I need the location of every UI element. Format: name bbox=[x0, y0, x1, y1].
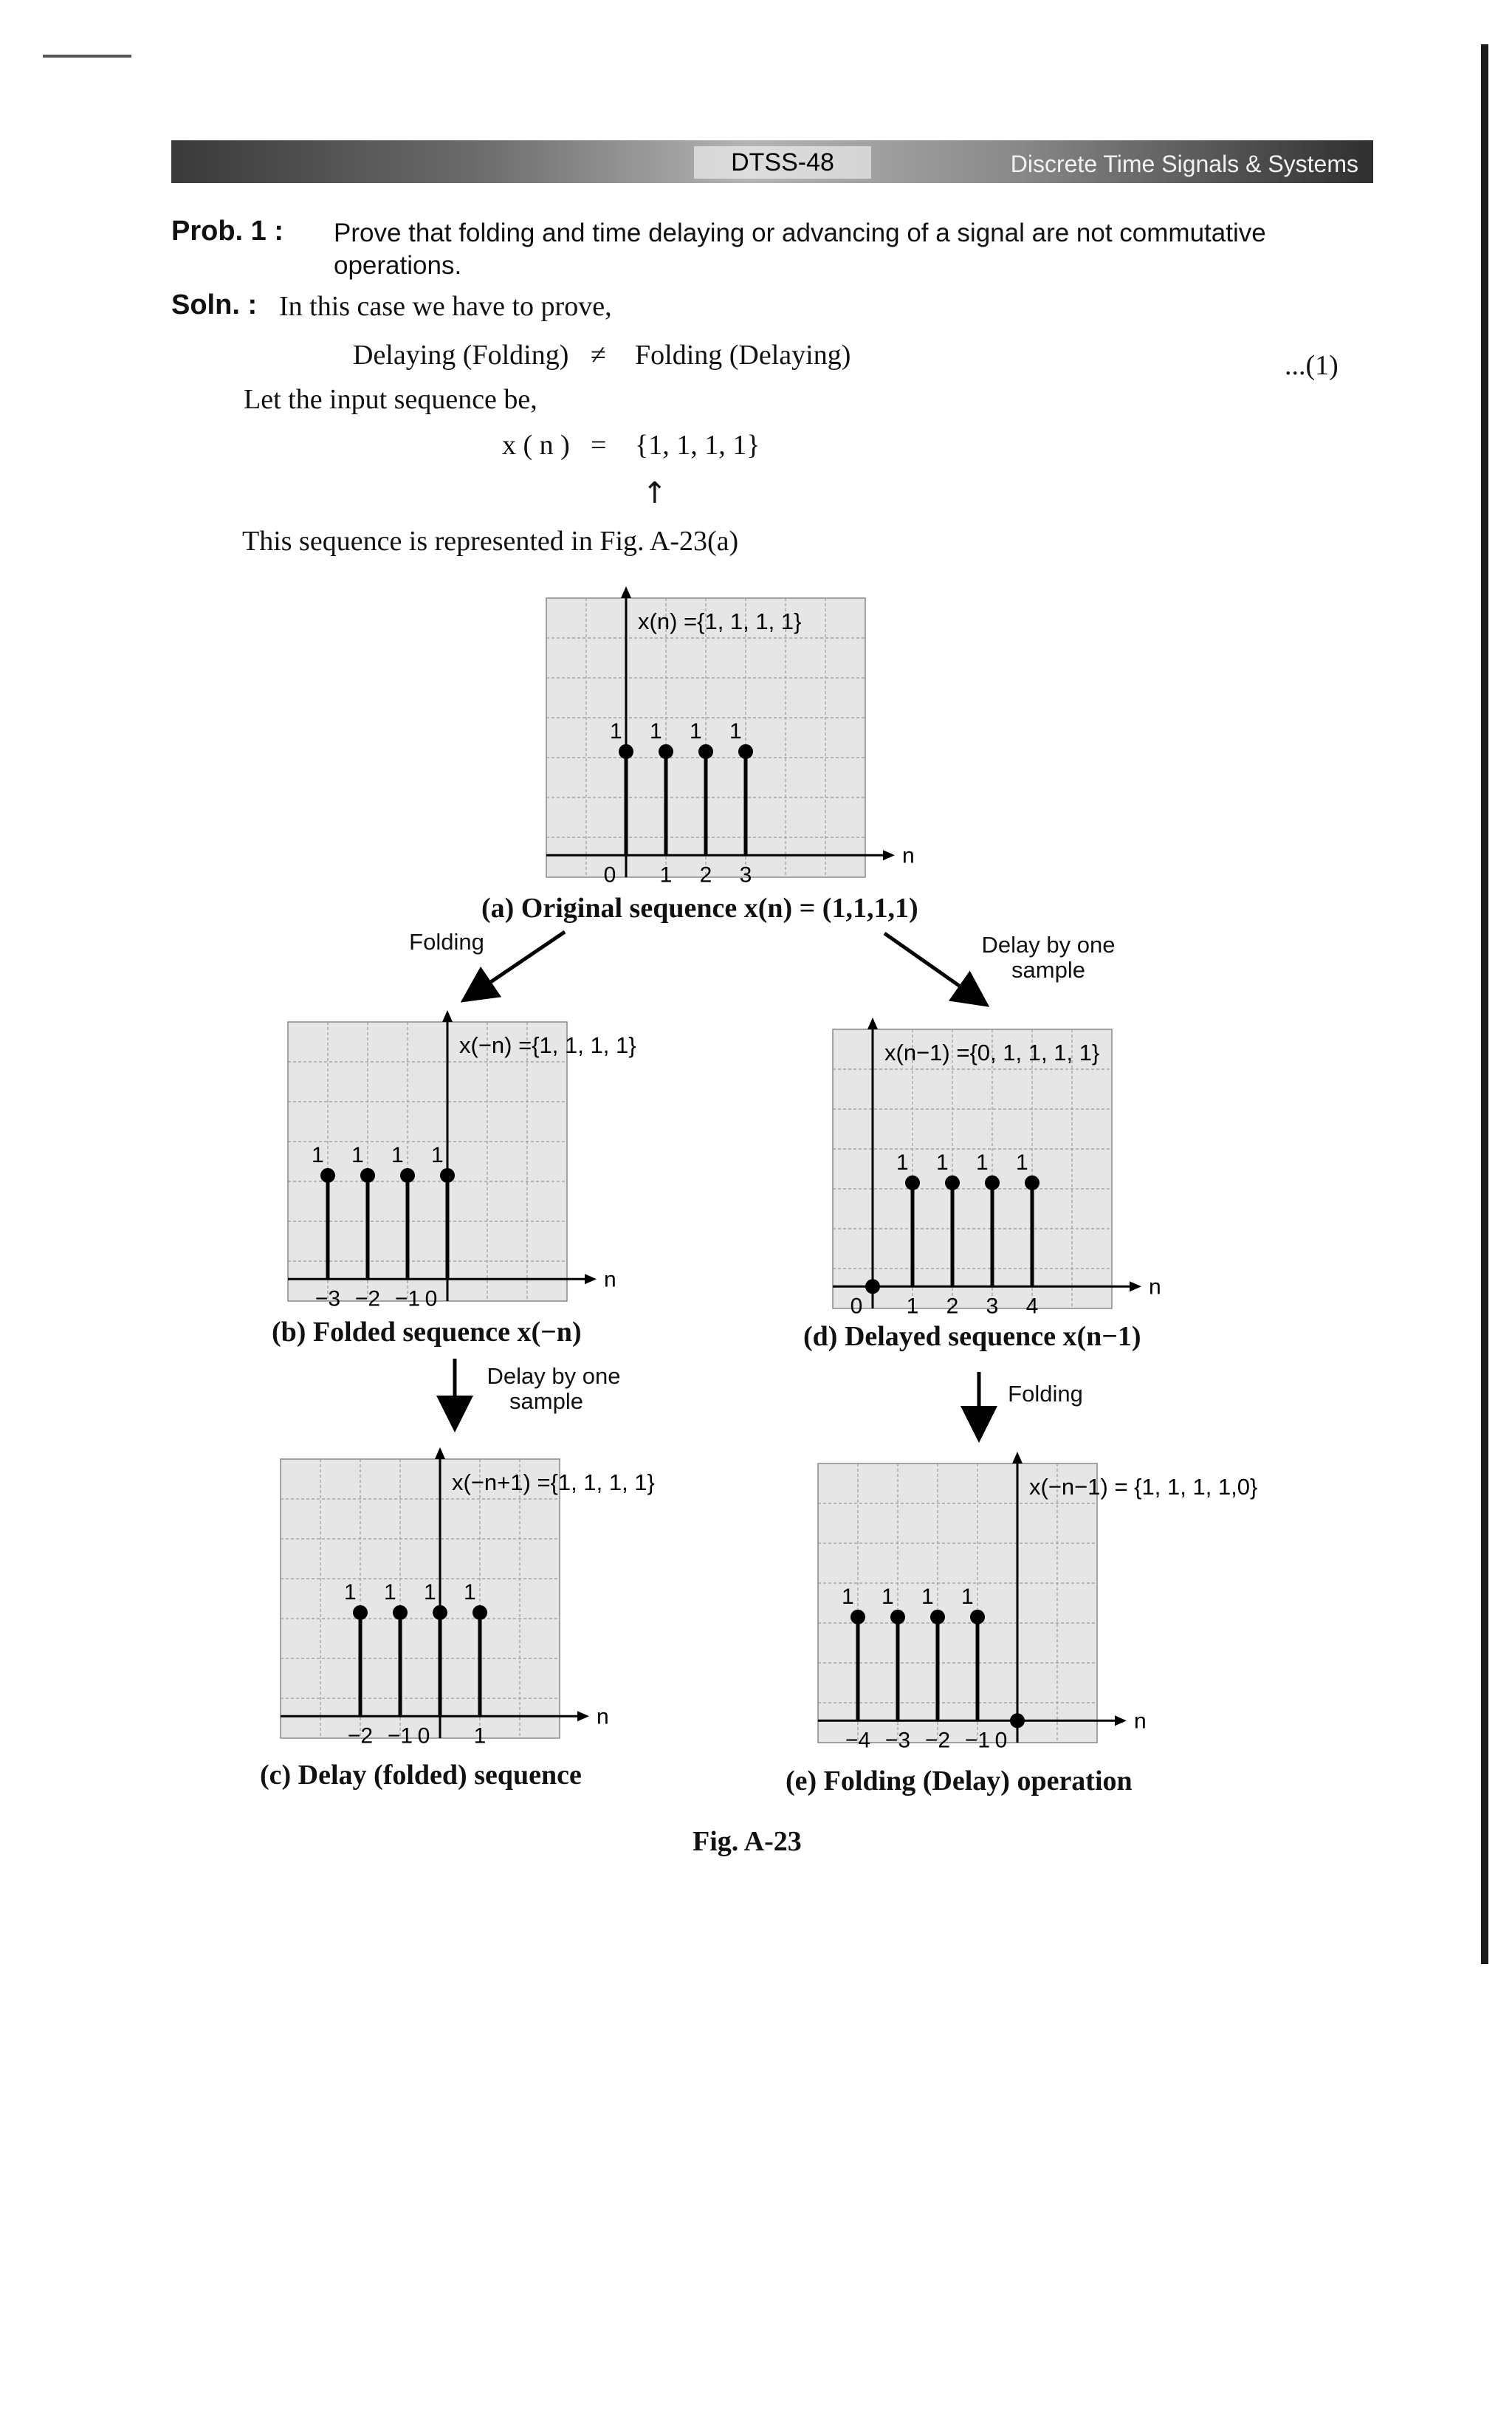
equation-number: ...(1) bbox=[1285, 350, 1339, 381]
value-label: 1 bbox=[961, 1584, 974, 1609]
header-title: Discrete Time Signals & Systems bbox=[1010, 151, 1358, 177]
header-code: DTSS-48 bbox=[694, 146, 871, 179]
solution-label: Soln. : bbox=[171, 289, 258, 320]
sequence-label: x(−n+1) ={1, 1, 1, 1} bbox=[452, 1469, 655, 1495]
value-label: 1 bbox=[921, 1584, 934, 1609]
tick-label: −1 bbox=[387, 1723, 413, 1749]
value-label: 1 bbox=[936, 1150, 949, 1175]
tick-label: −1 bbox=[964, 1728, 991, 1753]
value-label: 1 bbox=[431, 1142, 444, 1167]
value-label: 1 bbox=[384, 1579, 396, 1605]
x-axis-label: n bbox=[604, 1267, 616, 1292]
x-axis-label: n bbox=[1149, 1274, 1161, 1300]
value-label: 1 bbox=[882, 1584, 894, 1609]
x-axis-label: n bbox=[1134, 1709, 1147, 1734]
tick-label: 0 bbox=[425, 1286, 438, 1311]
tick-label: −1 bbox=[394, 1286, 421, 1311]
caption-a: (a) Original sequence x(n) = (1,1,1,1) bbox=[481, 893, 918, 924]
tick-label: −2 bbox=[354, 1286, 381, 1311]
sequence-label: x(−n) ={1, 1, 1, 1} bbox=[459, 1032, 636, 1058]
tick-label: 0 bbox=[603, 862, 616, 888]
value-label: 1 bbox=[464, 1579, 476, 1605]
value-label: 1 bbox=[650, 718, 662, 744]
value-label: 1 bbox=[842, 1584, 854, 1609]
flow-label-delay-down-1: Delay by one bbox=[487, 1363, 621, 1389]
solution-intro: In this case we have to prove, bbox=[279, 291, 612, 322]
caption-d: (d) Delayed sequence x(n−1) bbox=[803, 1321, 1141, 1352]
flow-label-delay-right-1: Delay by one bbox=[981, 932, 1116, 958]
tick-label: 2 bbox=[946, 1294, 959, 1319]
tick-label: −4 bbox=[845, 1728, 871, 1753]
x-axis-label: n bbox=[597, 1704, 609, 1729]
tick-label: 1 bbox=[659, 862, 673, 888]
equation-operator: ≠ bbox=[591, 340, 606, 371]
sequence-equals: = bbox=[591, 430, 607, 461]
value-label: 1 bbox=[976, 1150, 989, 1175]
problem-text: Prove that folding and time delaying or advancing of a signal are not commutative operations. bbox=[334, 219, 1266, 280]
figure-caption: Fig. A-23 bbox=[693, 1826, 802, 1857]
tick-label: −2 bbox=[924, 1728, 951, 1753]
tick-label: 0 bbox=[994, 1728, 1008, 1753]
value-label: 1 bbox=[1016, 1150, 1028, 1175]
tick-label: −2 bbox=[347, 1723, 374, 1749]
sequence-rhs: {1, 1, 1, 1} bbox=[635, 430, 760, 461]
tick-label: 2 bbox=[699, 862, 712, 888]
tick-label: 1 bbox=[906, 1294, 919, 1319]
value-label: 1 bbox=[610, 718, 622, 744]
value-label: 1 bbox=[351, 1142, 364, 1167]
value-label: 1 bbox=[391, 1142, 404, 1167]
tick-label: 0 bbox=[850, 1294, 863, 1319]
sequence-lhs: x ( n ) bbox=[502, 430, 570, 461]
tick-label: 3 bbox=[739, 862, 752, 888]
sequence-label: x(n−1) ={0, 1, 1, 1, 1} bbox=[884, 1040, 1100, 1065]
value-label: 1 bbox=[896, 1150, 909, 1175]
problem-label: Prob. 1 : bbox=[171, 216, 284, 247]
flow-label-folding-left: Folding bbox=[409, 929, 484, 955]
let-text: Let the input sequence be, bbox=[244, 384, 537, 415]
flow-label-delay-down-2: sample bbox=[509, 1388, 583, 1414]
caption-c: (c) Delay (folded) sequence bbox=[260, 1760, 582, 1791]
tick-label: 1 bbox=[473, 1723, 487, 1749]
tick-label: 4 bbox=[1025, 1294, 1039, 1319]
value-label: 1 bbox=[690, 718, 702, 744]
flow-label-delay-right-2: sample bbox=[1011, 957, 1085, 983]
flow-label-folding-down: Folding bbox=[1008, 1381, 1083, 1407]
tick-label: −3 bbox=[315, 1286, 341, 1311]
equation-lhs: Delaying (Folding) bbox=[353, 340, 569, 371]
sequence-label: x(n) ={1, 1, 1, 1} bbox=[638, 608, 802, 634]
value-label: 1 bbox=[344, 1579, 357, 1605]
equation-rhs: Folding (Delaying) bbox=[635, 340, 851, 371]
tick-label: 3 bbox=[986, 1294, 999, 1319]
tick-label: 0 bbox=[417, 1723, 430, 1749]
represented-text: This sequence is represented in Fig. A-23(a) bbox=[242, 526, 739, 557]
caption-e: (e) Folding (Delay) operation bbox=[786, 1765, 1133, 1797]
caption-b: (b) Folded sequence x(−n) bbox=[272, 1317, 582, 1348]
x-axis-label: n bbox=[902, 843, 915, 868]
origin-arrow-icon: ↑ bbox=[642, 476, 667, 510]
value-label: 1 bbox=[312, 1142, 324, 1167]
value-label: 1 bbox=[424, 1579, 436, 1605]
sequence-label: x(−n−1) = {1, 1, 1, 1,0} bbox=[1029, 1474, 1258, 1500]
value-label: 1 bbox=[729, 718, 742, 744]
tick-label: −3 bbox=[884, 1728, 911, 1753]
